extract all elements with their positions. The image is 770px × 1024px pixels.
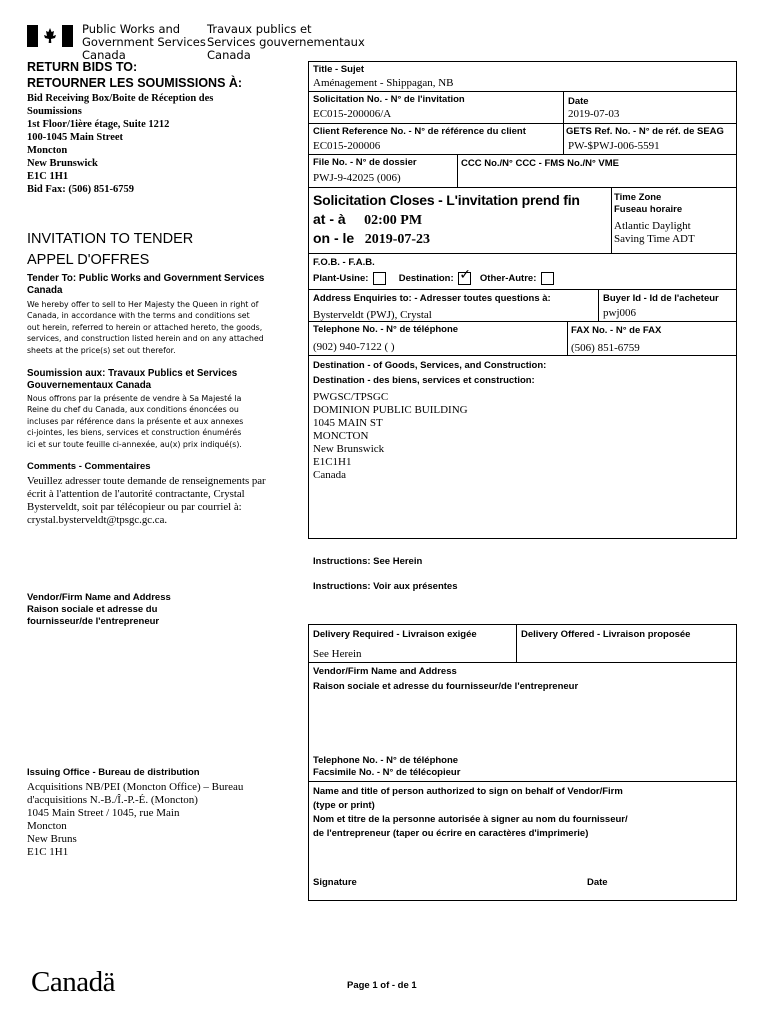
vendor-telephone-label: Telephone No. - N° de téléphone [313,755,459,766]
tender-to-label: Tender To: Public Works and Government Services Canada [27,273,265,296]
telephone-facsimile-label [313,755,460,779]
signature-label: Signature [313,877,357,888]
fax-label: FAX No. - N° de FAX [571,325,662,336]
authorized-line: de l'entrepreneur (taper ou écrire en caractères d'imprimerie) [313,828,589,839]
bid-fax: Bid Fax: (506) 851-6759 [27,184,135,195]
vendor-firm-label [313,666,578,693]
return-bids-address [27,92,213,196]
department-name-en [82,23,206,62]
title-value: Aménagement - Shippagan, NB [313,77,454,89]
plant-checkbox[interactable] [373,272,386,285]
delivery-required-label: Delivery Required - Livraison exigée [313,629,477,640]
destination-goods-label-fr: Destination - des biens, services et construction: [313,375,535,386]
plant-label: Plant-Usine: [313,273,369,285]
issuing-office-address [27,781,243,859]
invitation-title-fr: APPEL D'OFFRES [27,252,150,268]
dept-fr-line-2: Services gouvernementaux [207,35,365,49]
timezone-label-fr: Fuseau horaire [614,204,683,215]
other-checkbox[interactable] [541,272,554,285]
vendor-left-label [27,592,171,628]
dept-en-line-1: Public Works and [82,22,181,36]
timezone-value-l2: Saving Time ADT [614,233,695,245]
client-ref-label: Client Reference No. - N° de référence du client [313,126,526,137]
authorized-line: (type or print) [313,800,375,811]
date-value: 2019-07-03 [568,108,620,120]
telephone-value: (902) 940-7122 ( ) [313,341,395,353]
comments-label: Comments - Commentaires [27,461,151,472]
issuing-line: New Bruns [27,833,77,845]
enquiries-label: Address Enquiries to: - Adresser toutes questions à: [313,293,551,304]
vendor-firm-label-en: Vendor/Firm Name and Address [313,666,457,677]
fob-options [313,267,554,285]
canada-wordmark: Canadä [31,966,115,998]
destination-goods-label-en: Destination - of Goods, Services, and Construction: [313,360,547,371]
fob-label: F.O.B. - F.A.B. [313,257,375,268]
canada-flag-icon [27,25,73,47]
buyer-id-value: pwj006 [603,307,636,319]
vendor-facsimile-label: Facsimile No. - N° de télécopieur [313,767,461,778]
destination-goods-label [313,360,546,387]
page-number: Page 1 of - de 1 [347,980,417,991]
soumission-label: Soumission aux: Travaux Publics et Services Gouvernementaux Canada [27,368,238,391]
signature-date-label: Date [587,877,608,888]
instructions-fr: Instructions: Voir aux présentes [313,581,458,592]
destination-label: Destination: [398,273,454,285]
issuing-line: Acquisitions NB/PEI (Moncton Office) – Bureau [27,781,244,793]
issuing-line: d'acquisitions N.-B./Î.-P.-É. (Moncton) [27,794,198,806]
solicitation-label: Solicitation No. - N° de l'invitation [313,94,465,105]
at-label: at - à [313,211,346,227]
client-ref-value: EC015-200006 [313,140,381,152]
address-line: 1st Floor/1ière étage, Suite 1212 [27,119,170,130]
return-bids-title-fr: RETOURNER LES SOUMISSIONS À: [27,76,243,90]
closing-time [313,211,422,229]
closing-date [313,230,430,248]
enquiries-value: Bysterveldt (PWJ), Crystal [313,309,432,321]
authorized-person-field[interactable] [312,844,732,872]
on-value: 2019-07-23 [364,232,431,247]
timezone-label [614,192,682,216]
return-bids-title-en: RETURN BIDS TO: [27,60,138,74]
vendor-firm-field[interactable] [312,697,732,749]
issuing-line: 1045 Main Street / 1045, rue Main [27,807,180,819]
vendor-left-line: Raison sociale et adresse du [27,604,158,615]
vendor-left-line: Vendor/Firm Name and Address [27,592,171,603]
file-no-value: PWJ-9-42025 (006) [313,172,401,184]
telephone-label: Telephone No. - N° de téléphone [313,324,459,335]
destination-line: DOMINION PUBLIC BUILDING [313,404,468,416]
delivery-required-value: See Herein [313,648,362,660]
other-label: Other-Autre: [479,273,537,285]
fax-value: (506) 851-6759 [571,342,640,354]
dept-en-line-2: Government Services [82,35,206,49]
checkmark-icon: ✓ [459,267,471,283]
issuing-line: E1C 1H1 [27,846,69,858]
tender-to-body: We hereby offer to sell to Her Majesty the Queen in right of Canada, in accordance with the terms and conditions set out herein, referred to herein or attached hereto, the goods, services, and construction listed herein and on any attached sheets at the price(s) set out therefor. [27,300,264,355]
timezone-value-l1: Atlantic Daylight [614,220,691,232]
on-label: on - le [313,230,355,246]
title-label: Title - Sujet [313,64,365,75]
address-line: 100-1045 Main Street [27,132,124,143]
destination-line: PWGSC/TPSGC [313,391,389,403]
issuing-office-label: Issuing Office - Bureau de distribution [27,767,200,778]
destination-line: Canada [313,469,346,481]
issuing-line: Moncton [27,820,67,832]
address-line: Moncton [27,145,68,156]
address-line: Bid Receiving Box/Boite de Réception des [27,93,214,104]
address-line: Soumissions [27,106,82,117]
address-line: E1C 1H1 [27,171,69,182]
buyer-id-label: Buyer Id - Id de l'acheteur [603,293,719,304]
delivery-offered-label: Delivery Offered - Livraison proposée [521,629,691,640]
file-no-label: File No. - N° de dossier [313,157,417,168]
date-label: Date [568,96,589,107]
destination-line: New Brunswick [313,443,385,455]
gets-ref-value: PW-$PWJ-006-5591 [568,140,660,152]
destination-address [313,391,468,482]
department-name-fr [207,23,365,62]
vendor-left-line: fournisseur/de l'entrepreneur [27,616,160,627]
comments-body: Veuillez adresser toute demande de renseignements par écrit à l'attention de l'autorité contractante, Crystal Bysterveldt, soit par télécopieur ou par courriel à: crystal.bysterveldt@tpsgc.gc.ca. [27,475,266,526]
dept-fr-line-3: Canada [207,48,251,62]
solicitation-value: EC015-200006/A [313,108,392,120]
timezone-label-en: Time Zone [614,192,662,203]
vendor-firm-label-fr: Raison sociale et adresse du fournisseur/de l'entrepreneur [313,681,579,692]
authorized-line: Name and title of person authorized to sign on behalf of Vendor/Firm [313,786,623,797]
dept-en-line-3: Canada [82,48,126,62]
dept-fr-line-1: Travaux publics et [207,22,312,36]
destination-checkbox[interactable] [458,267,471,285]
instructions-en: Instructions: See Herein [313,556,423,567]
address-line: New Brunswick [27,158,98,169]
timezone-value [614,220,695,246]
authorized-person-label [313,786,628,840]
destination-line: E1C1H1 [313,456,352,468]
ccc-label: CCC No./N° CCC - FMS No./N° VME [461,158,620,169]
destination-line: 1045 MAIN ST [313,417,383,429]
invitation-title-en: INVITATION TO TENDER [27,231,194,247]
destination-line: MONCTON [313,430,369,442]
at-value: 02:00 PM [364,213,423,228]
soumission-body: Nous offrons par la présente de vendre à Sa Majesté la Reine du chef du Canada, aux conditions énoncées ou incluses par référence dans la présente et aux annexes ci-jointes, les biens, services et construction énumérés ici et sur toute feuille ci-annexée, au(x) prix indiqué(s). [27,394,244,449]
solicitation-closes-label: Solicitation Closes - L'invitation prend fin [313,192,580,208]
gets-ref-label: GETS Ref. No. - N° de réf. de SEAG [566,126,724,137]
authorized-line: Nom et titre de la personne autorisée à signer au nom du fournisseur/ [313,814,628,825]
